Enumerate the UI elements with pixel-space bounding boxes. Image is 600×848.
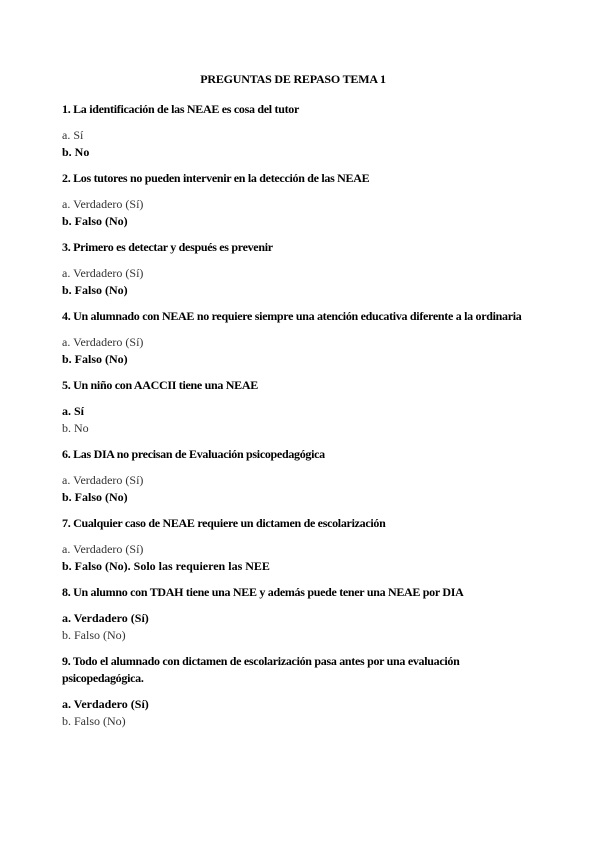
- answer-option: a. Verdadero (Sí): [62, 266, 144, 280]
- document-page: [62, 71, 524, 739]
- answer-option: a. Verdadero (Sí): [62, 473, 144, 487]
- answer-option-correct: a. Verdadero (Sí): [62, 611, 149, 625]
- question-text: 7. Cualquier caso de NEAE requiere un dictamen de escolarización: [62, 516, 386, 530]
- question-text: 8. Un alumno con TDAH tiene una NEE y además puede tener una NEAE por DIA: [62, 585, 464, 599]
- question-block: [62, 584, 524, 644]
- answer-option: b. Falso (No): [62, 628, 126, 642]
- answer-option: a. Sí: [62, 128, 84, 142]
- question-block: [62, 515, 524, 575]
- answer-option-correct: b. Falso (No): [62, 214, 128, 228]
- question-text: 1. La identificación de las NEAE es cosa del tutor: [62, 102, 299, 116]
- answer-option-correct: a. Verdadero (Sí): [62, 697, 149, 711]
- question-block: [62, 653, 524, 730]
- answer-option: b. No: [62, 421, 89, 435]
- question-block: [62, 446, 524, 506]
- question-text: 4. Un alumnado con NEAE no requiere siempre una atención educativa diferente a la ordinaria: [62, 309, 522, 323]
- question-block: [62, 239, 524, 299]
- answer-option: a. Verdadero (Sí): [62, 542, 144, 556]
- question-block: [62, 308, 524, 368]
- question-text: 5. Un niño con AACCII tiene una NEAE: [62, 378, 258, 392]
- question-block: [62, 170, 524, 230]
- answer-option: a. Verdadero (Sí): [62, 197, 144, 211]
- answer-option: b. Falso (No): [62, 714, 126, 728]
- answer-option-correct: b. Falso (No): [62, 352, 128, 366]
- answer-option-correct: b. Falso (No). Solo las requieren las NEE: [62, 559, 270, 573]
- question-text: 9. Todo el alumnado con dictamen de escolarización pasa antes por una evaluación psicopedagógica.: [62, 654, 460, 685]
- question-block: [62, 101, 524, 161]
- document-title: PREGUNTAS DE REPASO TEMA 1: [200, 72, 386, 86]
- answer-option-correct: b. Falso (No): [62, 490, 128, 504]
- question-list: [62, 101, 524, 730]
- question-text: 3. Primero es detectar y después es prevenir: [62, 240, 273, 254]
- question-text: 2. Los tutores no pueden intervenir en la detección de las NEAE: [62, 171, 370, 185]
- question-block: [62, 377, 524, 437]
- question-text: 6. Las DIA no precisan de Evaluación psicopedagógica: [62, 447, 325, 461]
- answer-option-correct: b. No: [62, 145, 90, 159]
- answer-option: a. Verdadero (Sí): [62, 335, 144, 349]
- answer-option-correct: a. Sí: [62, 404, 85, 418]
- answer-option-correct: b. Falso (No): [62, 283, 128, 297]
